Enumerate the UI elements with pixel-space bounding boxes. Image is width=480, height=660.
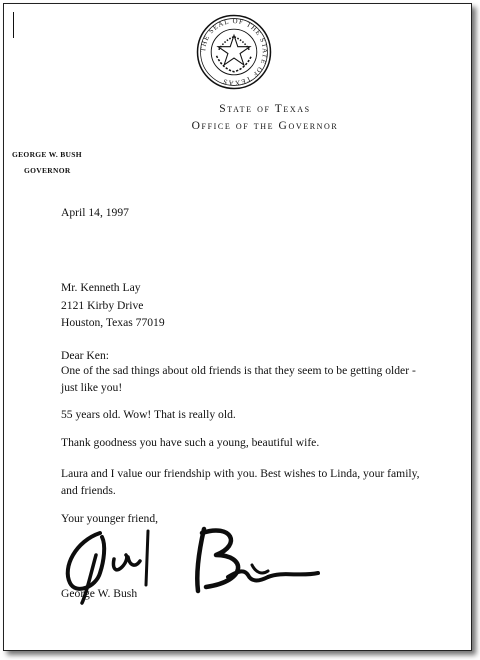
sender-name: GEORGE W. BUSH <box>12 150 82 159</box>
closing: Your younger friend, <box>61 512 159 525</box>
salutation: Dear Ken: <box>61 349 109 362</box>
recipient-name: Mr. Kenneth Lay <box>61 281 141 294</box>
paragraph-3: Thank goodness you have such a young, beautiful wife. <box>61 436 320 449</box>
paragraph-1: One of the sad things about old friends is that they seem to be getting older - just like you! <box>61 364 416 394</box>
svg-text:THE SEAL OF THE STATE OF TEXAS: THE SEAL OF THE STATE OF TEXAS <box>200 18 268 87</box>
crop-mark <box>13 12 14 38</box>
paragraph-2: 55 years old. Wow! That is really old. <box>61 408 236 421</box>
letter-date: April 14, 1997 <box>61 206 129 219</box>
recipient-city: Houston, Texas 77019 <box>61 316 165 329</box>
sender-title: GOVERNOR <box>24 166 71 175</box>
paragraph-4: Laura and I value our friendship with you. Best wishes to Linda, your family, and friends. <box>61 467 420 497</box>
signature-icon <box>56 515 326 605</box>
letterhead-office: Office of the Governor <box>191 120 339 132</box>
letterhead-state: State of Texas <box>219 103 311 115</box>
typed-name: George W. Bush <box>61 587 138 600</box>
state-seal-icon <box>196 14 272 90</box>
recipient-street: 2121 Kirby Drive <box>61 299 144 312</box>
